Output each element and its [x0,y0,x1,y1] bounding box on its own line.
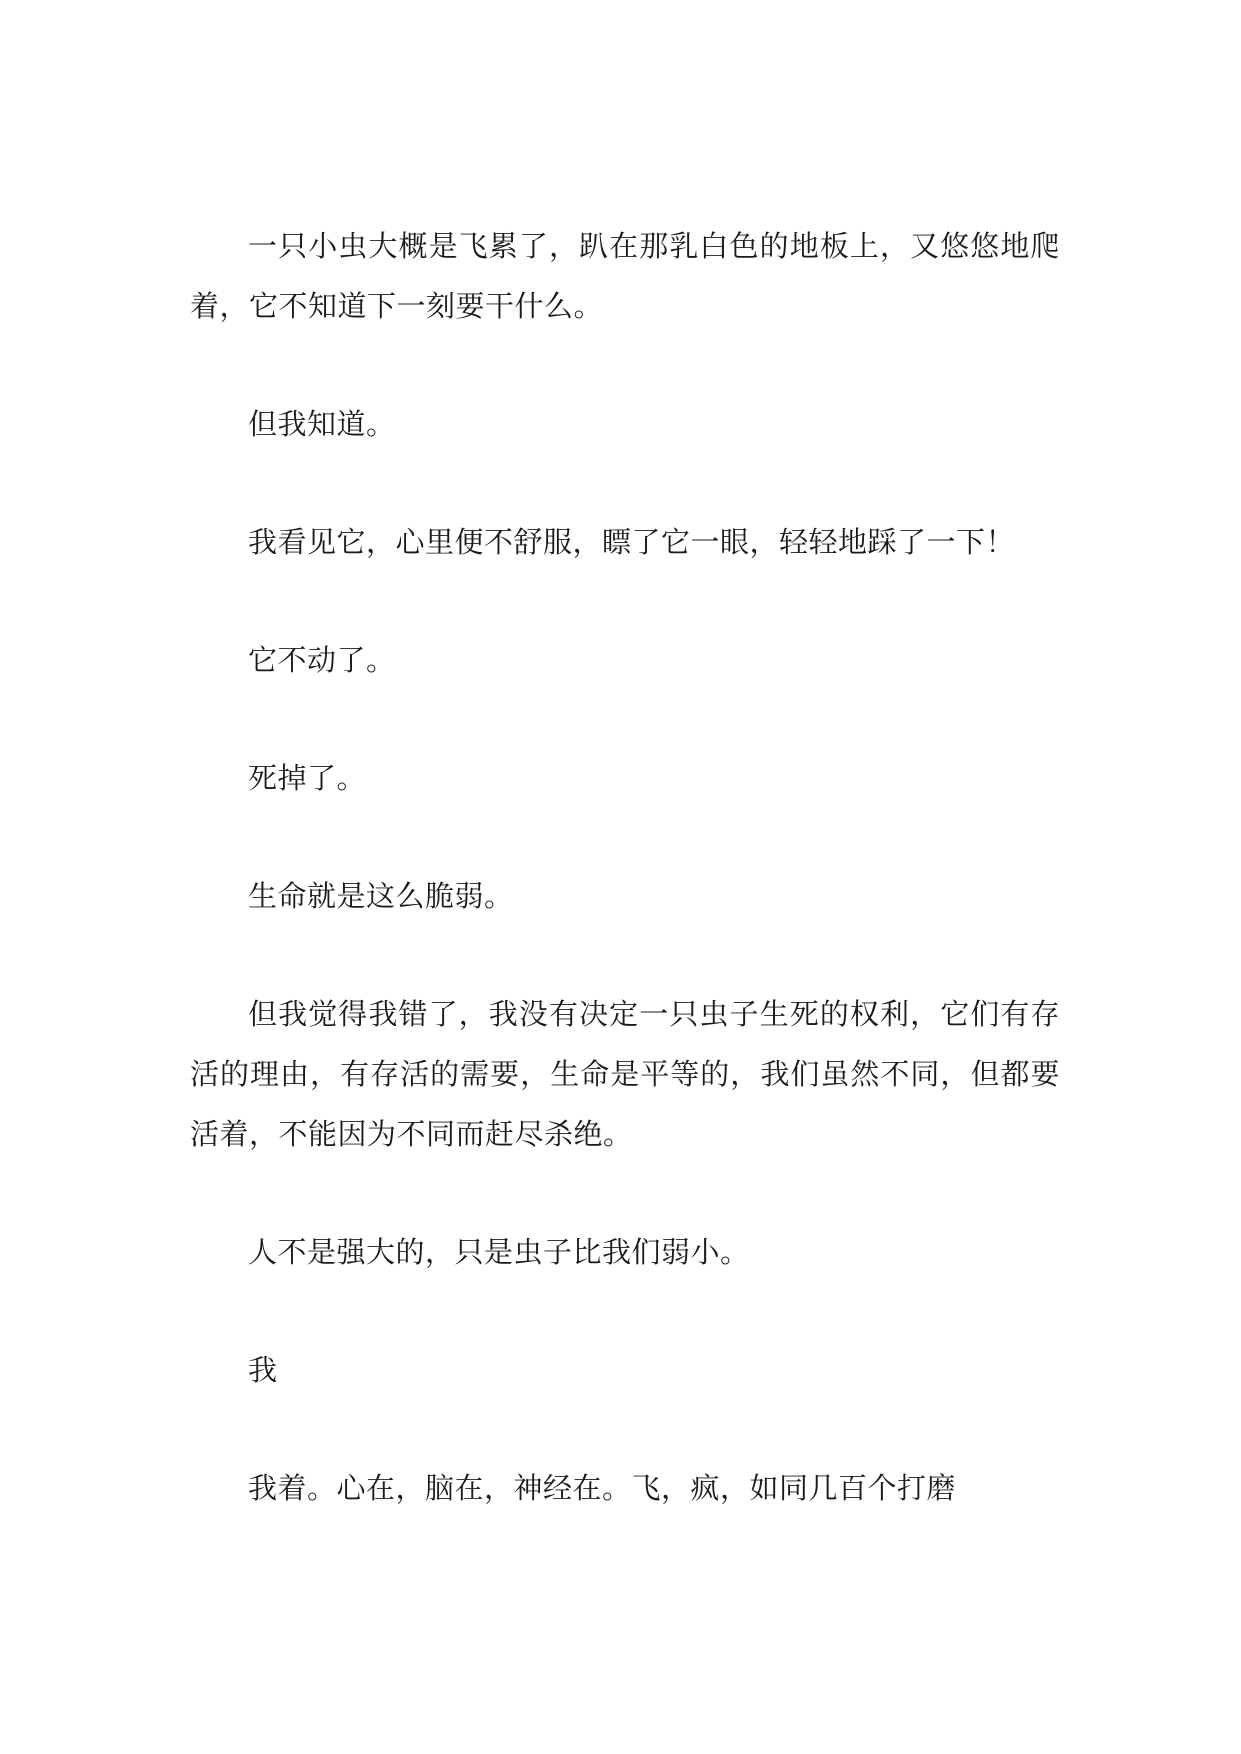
document-body [190,216,1060,1576]
paragraph-2: 但我知道。 [248,407,396,441]
paragraph-6: 生命就是这么脆弱。 [248,879,514,913]
paragraph-1: 一只小虫大概是飞累了，趴在那乳白色的地板上，又悠悠地爬着，它不知道下一刻要干什么。 [190,229,1060,323]
paragraph-9: 我 [248,1353,278,1387]
paragraph-8: 人不是强大的，只是虫子比我们弱小。 [248,1235,750,1269]
paragraph-10: 我着。心在，脑在，神经在。飞，疯，如同几百个打磨 [248,1471,957,1505]
paragraph-3: 我看见它，心里便不舒服，瞟了它一眼，轻轻地踩了一下！ [248,525,1016,559]
paragraph-7: 但我觉得我错了，我没有决定一只虫子生死的权利，它们有存活的理由，有存活的需要，生命是平等的，我们虽然不同，但都要活着，不能因为不同而赶尽杀绝。 [190,997,1060,1151]
paragraph-4: 它不动了。 [248,643,396,677]
paragraph-5: 死掉了。 [248,761,367,795]
